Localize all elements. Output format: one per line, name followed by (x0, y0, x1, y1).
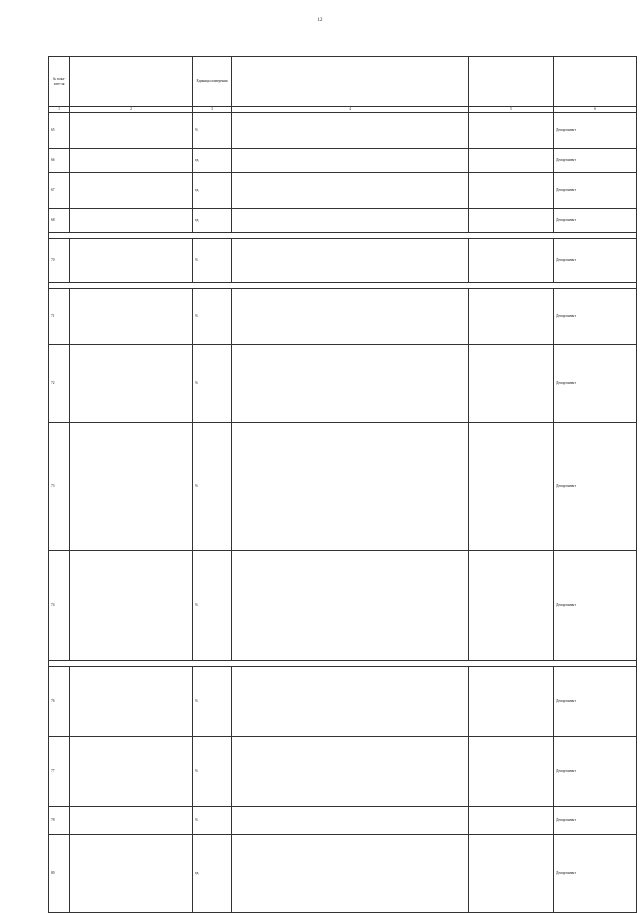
row-number: 68 (49, 209, 70, 233)
responsible-cell: Департамент (554, 239, 637, 283)
unit-cell: % (193, 551, 232, 661)
method-cell (232, 239, 469, 283)
table-row (49, 737, 637, 807)
table-row (49, 149, 637, 173)
index-cell: 2 (70, 107, 193, 113)
responsible-cell: Департамент (554, 667, 637, 737)
period-cell (469, 551, 554, 661)
unit-cell: ед. (193, 835, 232, 913)
table-row (49, 423, 637, 551)
period-cell (469, 345, 554, 423)
responsible-cell: Департамент (554, 551, 637, 661)
row-number: 77 (49, 737, 70, 807)
responsible-cell: Департамент (554, 173, 637, 209)
period-cell (469, 423, 554, 551)
period-cell (469, 807, 554, 835)
method-cell (232, 289, 469, 345)
indicator-name (70, 149, 193, 173)
row-number: 80 (49, 835, 70, 913)
index-cell: 6 (554, 107, 637, 113)
responsible-cell: Департамент (554, 113, 637, 149)
period-cell (469, 667, 554, 737)
table-header-row (49, 57, 637, 107)
unit-cell: % (193, 737, 232, 807)
table-row (49, 551, 637, 661)
indicator-name (70, 209, 193, 233)
period-cell (469, 239, 554, 283)
indicator-name (70, 345, 193, 423)
indicator-name (70, 423, 193, 551)
unit-cell: % (193, 807, 232, 835)
method-cell (232, 551, 469, 661)
header-col-name (70, 57, 193, 107)
indicator-name (70, 289, 193, 345)
method-cell (232, 807, 469, 835)
responsible-cell: Департамент (554, 835, 637, 913)
row-number: 76 (49, 667, 70, 737)
indicator-name (70, 239, 193, 283)
responsible-cell: Департамент (554, 149, 637, 173)
method-cell (232, 345, 469, 423)
indicator-name (70, 807, 193, 835)
header-col-method (232, 57, 469, 107)
table-row (49, 345, 637, 423)
indicator-name (70, 667, 193, 737)
header-col-responsible (554, 57, 637, 107)
period-cell (469, 149, 554, 173)
method-cell (232, 737, 469, 807)
responsible-cell: Департамент (554, 209, 637, 233)
method-cell (232, 209, 469, 233)
row-number: 73 (49, 423, 70, 551)
table-row (49, 239, 637, 283)
method-cell (232, 173, 469, 209)
responsible-cell: Департамент (554, 289, 637, 345)
row-number: 72 (49, 345, 70, 423)
unit-cell: ед. (193, 173, 232, 209)
table-row (49, 667, 637, 737)
index-cell: 3 (193, 107, 232, 113)
unit-cell: % (193, 667, 232, 737)
period-cell (469, 289, 554, 345)
table-row (49, 289, 637, 345)
table-row (49, 807, 637, 835)
page-number: 12 (317, 18, 323, 23)
method-cell (232, 423, 469, 551)
unit-cell: % (193, 423, 232, 551)
row-number: 67 (49, 173, 70, 209)
table-row (49, 173, 637, 209)
indicator-name (70, 737, 193, 807)
responsible-cell: Департамент (554, 807, 637, 835)
indicator-name (70, 551, 193, 661)
unit-cell: ед. (193, 209, 232, 233)
period-cell (469, 737, 554, 807)
indicator-name (70, 113, 193, 149)
header-col-period (469, 57, 554, 107)
responsible-cell: Департамент (554, 737, 637, 807)
index-cell: 4 (232, 107, 469, 113)
indicator-name (70, 173, 193, 209)
header-col-number: № пока-зате-ля (49, 57, 70, 107)
index-cell: 5 (469, 107, 554, 113)
unit-cell: % (193, 239, 232, 283)
responsible-cell: Департамент (554, 345, 637, 423)
method-cell (232, 113, 469, 149)
period-cell (469, 113, 554, 149)
table-row (49, 209, 637, 233)
responsible-cell: Департамент (554, 423, 637, 551)
method-cell (232, 149, 469, 173)
row-number: 70 (49, 239, 70, 283)
period-cell (469, 173, 554, 209)
table-row (49, 113, 637, 149)
method-cell (232, 667, 469, 737)
row-number: 74 (49, 551, 70, 661)
unit-cell: % (193, 289, 232, 345)
row-number: 65 (49, 113, 70, 149)
row-number: 78 (49, 807, 70, 835)
indicators-table (48, 56, 637, 913)
unit-cell: % (193, 113, 232, 149)
row-number: 66 (49, 149, 70, 173)
row-number: 71 (49, 289, 70, 345)
unit-cell: ед. (193, 149, 232, 173)
unit-cell: % (193, 345, 232, 423)
header-col-unit: Единицы измерения (193, 57, 232, 107)
index-cell: 1 (49, 107, 70, 113)
period-cell (469, 209, 554, 233)
